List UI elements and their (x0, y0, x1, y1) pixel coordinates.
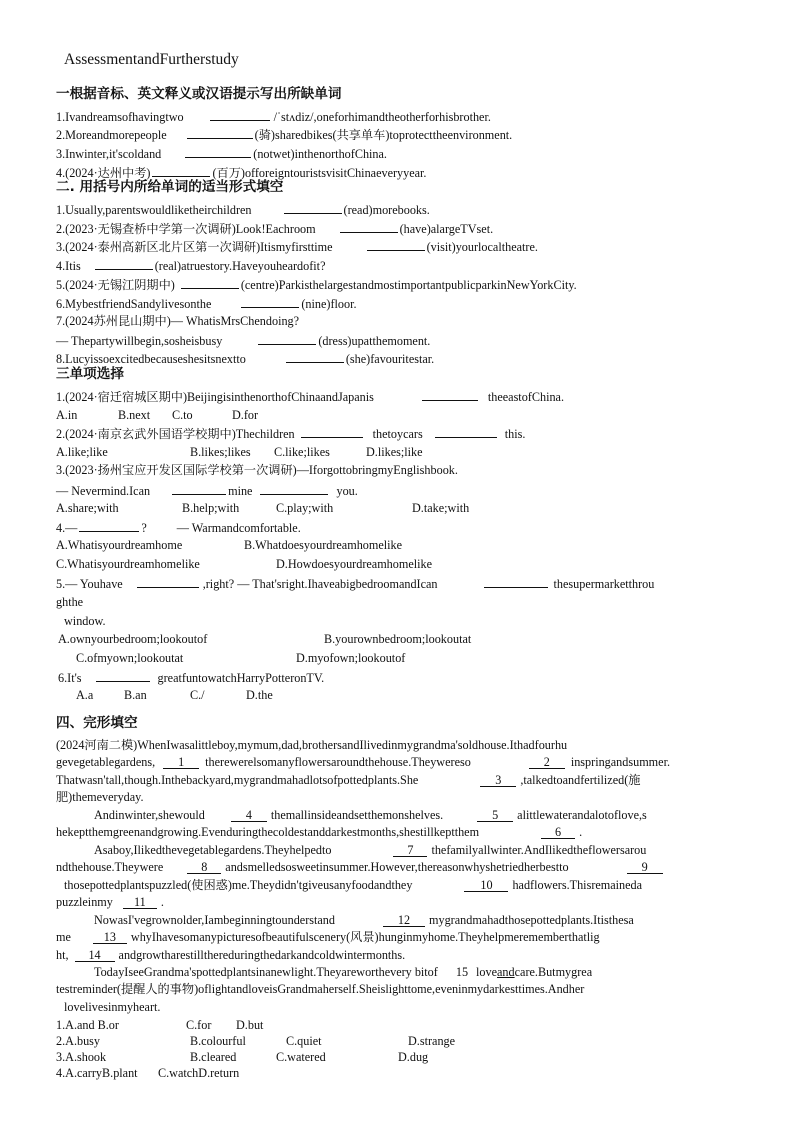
s2-item-2: 2.(2023·无锡查桥中学第一次调研)Look!Eachroom (have)alargeTVset. (56, 222, 494, 236)
answer-blank[interactable] (258, 333, 316, 345)
s3-q5: 5.— Youhave ,right? — That'sright.IhaveabigbedroomandIcan thesupermarketthrou (56, 577, 655, 591)
s2-item-4: 4.Itis (real)atruestory.Haveyouheardofit? (56, 259, 326, 273)
cloze-options-1: 1.A.and B.or C.for D.but (56, 1018, 264, 1032)
s3-q1: 1.(2024·宿迁宿城区期中)BeijingisinthenorthofChinaandJapanis theeastofChina. (56, 390, 565, 404)
answer-blank[interactable] (301, 426, 363, 438)
cloze-line: gevegetablegardens, 1 therewerelsomanyflowersaroundthehouse.Theywereso 2 inspringandsummer. (56, 755, 670, 769)
cloze-line: thosepottedplantspuzzled(使困惑)me.Theydidn'tgiveusanyfoodandthey 10 hadflowers.Thisremaineda (64, 878, 643, 892)
s3-q3: 3.(2023·扬州宝应开发区国际学校第一次调研)—IforgottobringmyEnglishbook. (56, 463, 458, 477)
s3-q4-options-cd: C.Whatisyourdreamhomelike D.Howdoesyourdreamhomelike (56, 557, 433, 571)
s3-q2: 2.(2024·南京玄武外国语学校期中)Thechildren thetoycars this. (56, 427, 526, 441)
answer-blank[interactable] (241, 296, 299, 308)
s2-item-7-reply: — Thepartywillbegin,sosheisbusy (dress)upatthemoment. (56, 334, 431, 348)
blank-11[interactable]: 11 (123, 897, 157, 909)
s3-q6-options: A.a B.an C./ D.the (76, 688, 273, 702)
answer-blank[interactable] (210, 109, 270, 121)
answer-blank[interactable] (340, 221, 398, 233)
cloze-line: NowasI'vegrownolder,Iambeginningtounderstand 12 mygrandmahadthosepottedplants.Itisthesa (94, 913, 634, 927)
s3-q6: 6.It's greatfuntowatchHarryPotteronTV. (58, 671, 325, 685)
blank-13[interactable]: 13 (93, 932, 127, 944)
cloze-line: puzzleinmy 11 . (56, 895, 164, 909)
s1-item-4: 4.(2024·达州中考) (百万)offoreigntouristsvisitChinaeveryyear. (56, 166, 427, 180)
blank-2[interactable]: 2 (529, 757, 565, 769)
s2-item-1: 1.Usually,parentswouldliketheirchildren (read)morebooks. (56, 203, 430, 217)
cloze-line: Andinwinter,shewould 4 themallinsideandsetthemonshelves. 5 alittlewaterandalotoflove,s (94, 808, 647, 822)
blank-14[interactable]: 14 (75, 950, 115, 962)
s2-item-3: 3.(2024·泰州高新区北片区第一次调研)Itismyfirsttime (visit)yourlocaltheatre. (56, 240, 538, 254)
answer-blank[interactable] (435, 426, 497, 438)
s3-q5-cont-1: ghthe (56, 595, 84, 609)
answer-blank[interactable] (185, 146, 251, 158)
s3-q3-options: A.share;with B.help;with C.play;with D.take;with (56, 501, 470, 515)
blank-4[interactable]: 4 (231, 810, 267, 822)
cloze-line: (2024河南二模)WhenIwasalittleboy,mymum,dad,brothersandIlivedinmygrandma'soldhouse.Ithadfourhu (56, 738, 568, 752)
s3-q5-options-cd: C.ofmyown;lookoutat D.myofown;lookoutof (76, 651, 406, 665)
answer-blank[interactable] (172, 483, 226, 495)
answer-blank[interactable] (152, 165, 210, 177)
cloze-line: ht, 14 andgrowtharestillthereduringthedarkandcoldwintermonths. (56, 948, 406, 962)
answer-blank[interactable] (95, 258, 153, 270)
cloze-line: testreminder(提醒人的事物)oflightandloveisGrandmaherself.Sheislighttome,eveninmydarkesttimes.Andher (56, 982, 585, 996)
page-title: AssessmentandFurtherstudy (64, 51, 239, 68)
s3-q3-reply: — Nevermind.Ican mine you. (56, 484, 358, 498)
cloze-options-2: 2.A.busy B.colourful C.quiet D.strange (56, 1034, 456, 1048)
answer-blank[interactable] (181, 277, 239, 289)
answer-blank[interactable] (260, 483, 328, 495)
answer-blank[interactable] (79, 520, 139, 532)
blank-7[interactable]: 7 (393, 845, 427, 857)
s1-item-3: 3.Inwinter,it'scoldand (notwet)inthenorthofChina. (56, 147, 387, 161)
section-2-heading: 二. 用括号内所给单词的适当形式填空 (56, 179, 284, 195)
answer-blank[interactable] (96, 670, 150, 682)
s3-q5-cont-2: window. (64, 614, 106, 628)
cloze-options-3: 3.A.shook B.cleared C.watered D.dug (56, 1050, 429, 1064)
s2-item-8: 8.Lucyissoexcitedbecauseshesitsnextto (she)favouritestar. (56, 352, 435, 366)
section-4-heading: 四、完形填空 (56, 715, 138, 731)
blank-1[interactable]: 1 (163, 757, 199, 769)
s3-q1-options: A.in B.next C.to D.for (56, 408, 259, 422)
blank-10[interactable]: 10 (464, 880, 508, 892)
cloze-line: me 13 whyIhavesomanypicturesofbeautifulscenery(风景)hunginmyhome.Theyhelpmerememberthatlig (56, 930, 600, 944)
cloze-line: Thatwasn'tall,though.Inthebackyard,mygrandmahadlotsofpottedplants.She 3 ,talkedtoandfertilized(施 (56, 773, 641, 787)
cloze-options-4: 4.A.carryB.plant C.watchD.return (56, 1066, 240, 1080)
blank-3[interactable]: 3 (480, 775, 516, 787)
blank-12[interactable]: 12 (383, 915, 425, 927)
cloze-line: ndthehouse.Theywere 8 andsmelledsosweetinsummer.However,thereasonwhyshetriedherbestto 9 (56, 860, 663, 875)
answer-blank[interactable] (422, 389, 478, 401)
s1-item-2: 2.Moreandmorepeople (骑)sharedbikes(共享单车)toprotecttheenvironment. (56, 128, 513, 142)
answer-blank[interactable] (137, 576, 199, 588)
answer-blank[interactable] (484, 576, 548, 588)
cloze-line: TodayIseeGrandma'spottedplantsinanewlight.Theyareworthevery bitof 15 loveandcare.Butmygrea (94, 965, 593, 979)
s2-item-6: 6.MybestfriendSandylivesonthe (nine)floor. (56, 297, 357, 311)
cloze-line: 肥)themeveryday. (56, 790, 144, 804)
section-1-heading: 一根据音标、英文释义或汉语提示写出所缺单词 (56, 86, 342, 102)
blank-8[interactable]: 8 (187, 862, 221, 874)
blank-15-number: 15 (455, 965, 469, 979)
s3-q2-options: A.like;like B.likes;likes C.like;likes D.likes;like (56, 445, 423, 459)
cloze-line: lovelivesinmyheart. (64, 1000, 161, 1014)
answer-blank[interactable] (284, 202, 342, 214)
cloze-line: hekeptthemgreenandgrowing.Evenduringthecoldestanddarkestmonths,shestillkeptthem 6 . (56, 825, 583, 839)
s3-q4-options-ab: A.Whatisyourdreamhome B.Whatdoesyourdreamhomelike (56, 538, 403, 552)
section-3-heading: 三单项选择 (56, 366, 124, 382)
blank-6[interactable]: 6 (541, 827, 575, 839)
cloze-line: Asaboy,Ilikedthevegetablegardens.Theyhelpedto 7 thefamilyallwinter.AndIlikedtheflowersarou (94, 843, 647, 857)
answer-blank[interactable] (367, 239, 425, 251)
s3-q4: 4.— ? — Warmandcomfortable. (56, 521, 301, 535)
blank-5[interactable]: 5 (477, 810, 513, 822)
answer-blank[interactable] (286, 351, 344, 363)
s1-item-1: 1.Ivandreamsofhavingtwo /ˈstʌdiz/,oneforhimandtheotherforhisbrother. (56, 110, 491, 124)
answer-blank[interactable] (187, 127, 253, 139)
s3-q5-options-ab: A.ownyourbedroom;lookoutof B.yourownbedroom;lookoutat (58, 632, 472, 646)
s2-item-5: 5.(2024·无锡江阴期中) (centre)ParkisthelargestandmostimportantpublicparkinNewYorkCity. (56, 278, 577, 292)
blank-9[interactable]: 9 (627, 862, 663, 874)
s2-item-7: 7.(2024苏州昆山期中)— WhatisMrsChendoing? (56, 314, 300, 328)
